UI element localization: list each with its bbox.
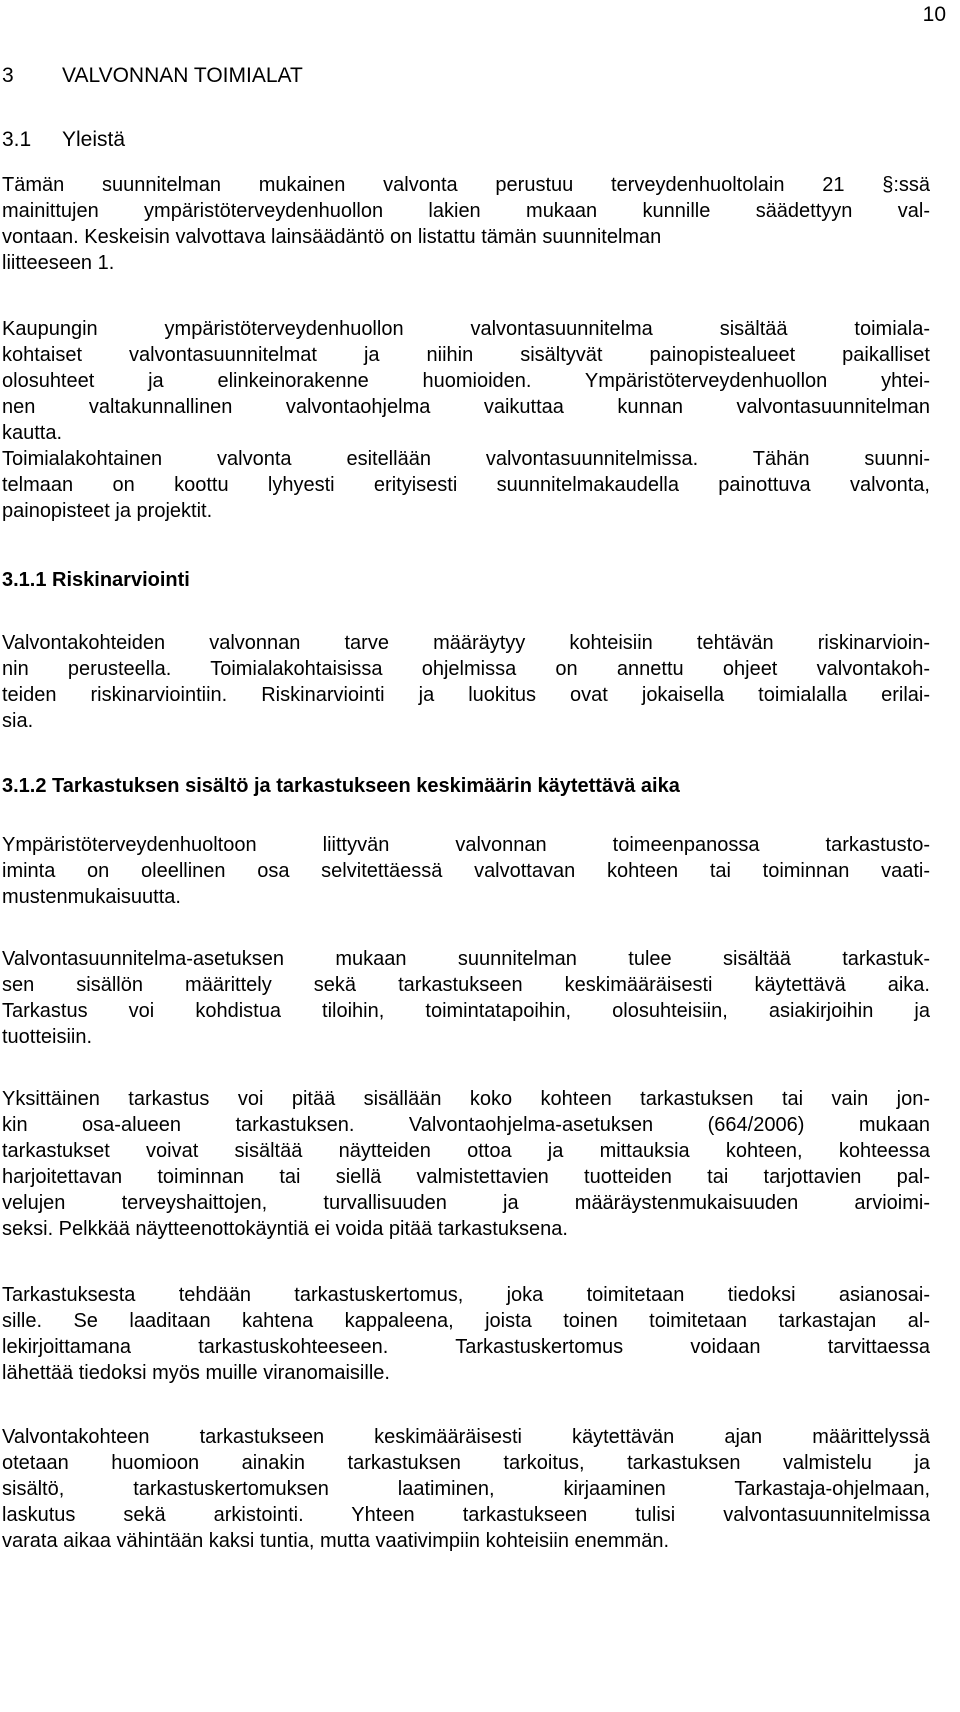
chapter-number: 3 [2,64,14,87]
intro-paragraph [2,172,930,276]
text-line: liitteeseen 1. [2,252,115,274]
text-line: olosuhteet ja elinkeinorakenne huomioiden. Ympäristöterveydenhuollon yhtei- [2,370,930,392]
text-line: vontaan. Keskeisin valvottava lainsäädäntö on listattu tämän suunnitelman [2,226,662,248]
text-line: Kaupungin ympäristöterveydenhuollon valvontasuunnitelma sisältää toimiala- [2,318,930,340]
chapter-heading [2,62,303,90]
page-number: 10 [922,3,946,26]
inspection-paragraph-4 [2,1282,930,1386]
text-line: harjoitettavan toiminnan tai siellä valmistettavien tuotteiden tai tarjottavien pal- [2,1166,930,1188]
text-line: Yksittäinen tarkastus voi pitää sisällään koko kohteen tarkastuksen tai vain jon- [2,1088,930,1110]
inspection-heading: 3.1.2 Tarkastuksen sisältö ja tarkastukseen keskimäärin käytettävä aika [2,775,680,797]
text-line: lekirjoittamana tarkastuskohteeseen. Tarkastuskertomus voidaan tarvittaessa [2,1336,930,1358]
text-line: sisältö, tarkastuskertomuksen laatiminen, kirjaaminen Tarkastaja-ohjelmaan, [2,1478,930,1500]
text-line: tuotteisiin. [2,1026,93,1048]
text-line: sille. Se laaditaan kahtena kappaleena, joista toinen toimitetaan tarkastajan al- [2,1310,930,1332]
text-line: Valvontakohteiden valvonnan tarve määräytyy kohteisiin tehtävän riskinarvioin- [2,632,930,654]
text-line: varata aikaa vähintään kaksi tuntia, mutta vaativimpiin kohteisiin enemmän. [2,1530,670,1552]
text-line: telmaan on koottu lyhyesti erityisesti suunnitelmakaudella painottuva valvonta, [2,474,930,496]
text-line: teiden riskinarviointiin. Riskinarviointi ja luokitus ovat jokaisella toimialalla erilai- [2,684,930,706]
text-line: kohtaiset valvontasuunnitelmat ja niihin sisältyvät painopistealueet paikalliset [2,344,930,366]
text-line: sen sisällön määrittely sekä tarkastukseen keskimääräisesti käytettävä aika. [2,974,930,996]
text-line: Toimialakohtainen valvonta esitellään valvontasuunnitelmissa. Tähän suunni- [2,448,930,470]
text-line: laskutus sekä arkistointi. Yhteen tarkastukseen tulisi valvontasuunnitelmissa [2,1504,930,1526]
text-line: nen valtakunnallinen valvontaohjelma vaikuttaa kunnan valvontasuunnitelman [2,396,930,418]
text-line: nin perusteella. Toimialakohtaisissa ohjelmissa on annettu ohjeet valvontakoh- [2,658,930,680]
section-number: 3.1 [2,128,32,151]
text-line: velujen terveyshaittojen, turvallisuuden ja määräystenmukaisuuden arvioimi- [2,1192,930,1214]
risk-paragraph [2,630,930,734]
text-line: painopisteet ja projektit. [2,500,213,522]
text-line: otetaan huomioon ainakin tarkastuksen tarkoitus, tarkastuksen valmistelu ja [2,1452,930,1474]
chapter-title: VALVONNAN TOIMIALAT [62,64,303,87]
section-title: Yleistä [62,128,126,151]
text-line: Valvontakohteen tarkastukseen keskimääräisesti käytettävän ajan määrittelyssä [2,1426,930,1448]
text-line: sia. [2,710,34,732]
inspection-paragraph-1 [2,832,930,910]
text-line: kautta. [2,422,63,444]
text-line: mustenmukaisuutta. [2,886,181,908]
text-line: seksi. Pelkkää näytteenottokäyntiä ei voida pitää tarkastuksena. [2,1218,568,1240]
text-line: kin osa-alueen tarkastuksen. Valvontaohjelma-asetuksen (664/2006) mukaan [2,1114,930,1136]
text-line: Tarkastus voi kohdistua tiloihin, toimintatapoihin, olosuhteisiin, asiakirjoihin ja [2,1000,930,1022]
text-line: mainittujen ympäristöterveydenhuollon lakien mukaan kunnille säädettyyn val- [2,200,930,222]
risk-heading: 3.1.1 Riskinarviointi [2,569,190,591]
text-line: iminta on oleellinen osa selvitettäessä valvottavan kohteen tai toiminnan vaati- [2,860,930,882]
inspection-paragraph-5 [2,1424,930,1554]
inspection-paragraph-2 [2,946,930,1050]
text-line: Tarkastuksesta tehdään tarkastuskertomus, joka toimitetaan tiedoksi asianosai- [2,1284,930,1306]
section-heading [2,126,125,154]
city-plan-paragraph [2,316,930,524]
text-line: Tämän suunnitelman mukainen valvonta perustuu terveydenhuoltolain 21 §:ssä [2,174,930,196]
text-line: Ympäristöterveydenhuoltoon liittyvän valvonnan toimeenpanossa tarkastusto- [2,834,930,856]
text-line: lähettää tiedoksi myös muille viranomaisille. [2,1362,390,1384]
text-line: Valvontasuunnitelma-asetuksen mukaan suunnitelman tulee sisältää tarkastuk- [2,948,930,970]
inspection-paragraph-3 [2,1086,930,1242]
text-line: tarkastukset voivat sisältää näytteiden ottoa ja mittauksia kohteen, kohteessa [2,1140,930,1162]
